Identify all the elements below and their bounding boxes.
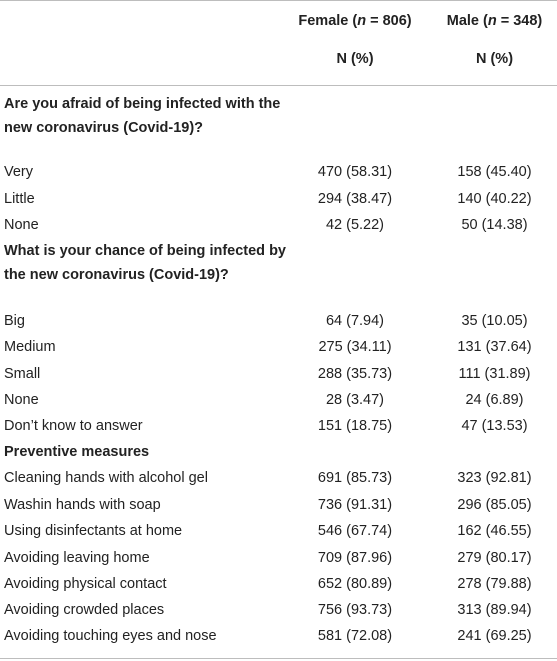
row-label: Washin hands with soap	[4, 497, 161, 513]
male-value: 278 (79.88)	[457, 576, 532, 592]
row-label: Avoiding physical contact	[4, 576, 167, 592]
female-value: 736 (91.31)	[317, 497, 393, 513]
row-label: Cleaning hands with alcohol gel	[4, 470, 208, 486]
row-label: Medium	[4, 339, 56, 355]
female-value: 652 (80.89)	[317, 576, 393, 592]
male-value: 47 (13.53)	[461, 418, 528, 434]
male-value: 140 (40.22)	[457, 191, 532, 207]
male-value: 296 (85.05)	[457, 497, 532, 513]
male-unit: N (%)	[475, 51, 514, 67]
row-label: None	[4, 217, 39, 233]
female-value: 581 (72.08)	[317, 628, 393, 644]
row-label: Small	[4, 366, 41, 382]
row-label: Don’t know to answer	[4, 418, 143, 434]
male-value: 162 (46.55)	[457, 523, 532, 539]
female-value: 294 (38.47)	[317, 191, 393, 207]
row-label: Very	[4, 164, 34, 180]
male-value: 323 (92.81)	[457, 470, 532, 486]
top-rule	[0, 0, 557, 1]
section-title: Preventive measures	[4, 444, 150, 460]
bottom-rule	[0, 658, 557, 659]
male-value: 131 (37.64)	[457, 339, 532, 355]
row-label: None	[4, 392, 39, 408]
female-value: 28 (3.47)	[325, 392, 385, 408]
section-title: What is your chance of being infected by the new coronavirus (Covid-19)?	[4, 243, 286, 283]
female-header: Female (n = 806)	[298, 13, 412, 29]
row-label: Avoiding leaving home	[4, 550, 150, 566]
female-value: 151 (18.75)	[317, 418, 393, 434]
female-value: 691 (85.73)	[317, 470, 393, 486]
male-value: 279 (80.17)	[457, 550, 532, 566]
row-label: Avoiding crowded places	[4, 602, 165, 618]
male-value: 50 (14.38)	[461, 217, 528, 233]
female-value: 546 (67.74)	[317, 523, 393, 539]
female-value: 64 (7.94)	[325, 313, 385, 329]
section-title: Are you afraid of being infected with the new coronavirus (Covid-19)?	[4, 96, 281, 136]
male-value: 158 (45.40)	[457, 164, 532, 180]
female-unit: N (%)	[336, 51, 374, 67]
male-header: Male (n = 348)	[446, 13, 543, 29]
header-rule	[0, 85, 557, 86]
female-value: 42 (5.22)	[325, 217, 385, 233]
female-value: 756 (93.73)	[317, 602, 393, 618]
male-value: 35 (10.05)	[461, 313, 528, 329]
row-label: Avoiding touching eyes and nose	[4, 628, 217, 644]
female-value: 470 (58.31)	[317, 164, 393, 180]
row-label: Big	[4, 313, 25, 329]
female-value: 288 (35.73)	[317, 366, 393, 382]
male-value: 241 (69.25)	[457, 628, 532, 644]
row-label: Little	[4, 191, 35, 207]
female-value: 275 (34.11)	[318, 339, 392, 355]
male-value: 111 (31.89)	[458, 366, 531, 382]
female-value: 709 (87.96)	[317, 550, 393, 566]
male-value: 313 (89.94)	[457, 602, 532, 618]
row-label: Using disinfectants at home	[4, 523, 183, 539]
male-value: 24 (6.89)	[465, 392, 524, 408]
